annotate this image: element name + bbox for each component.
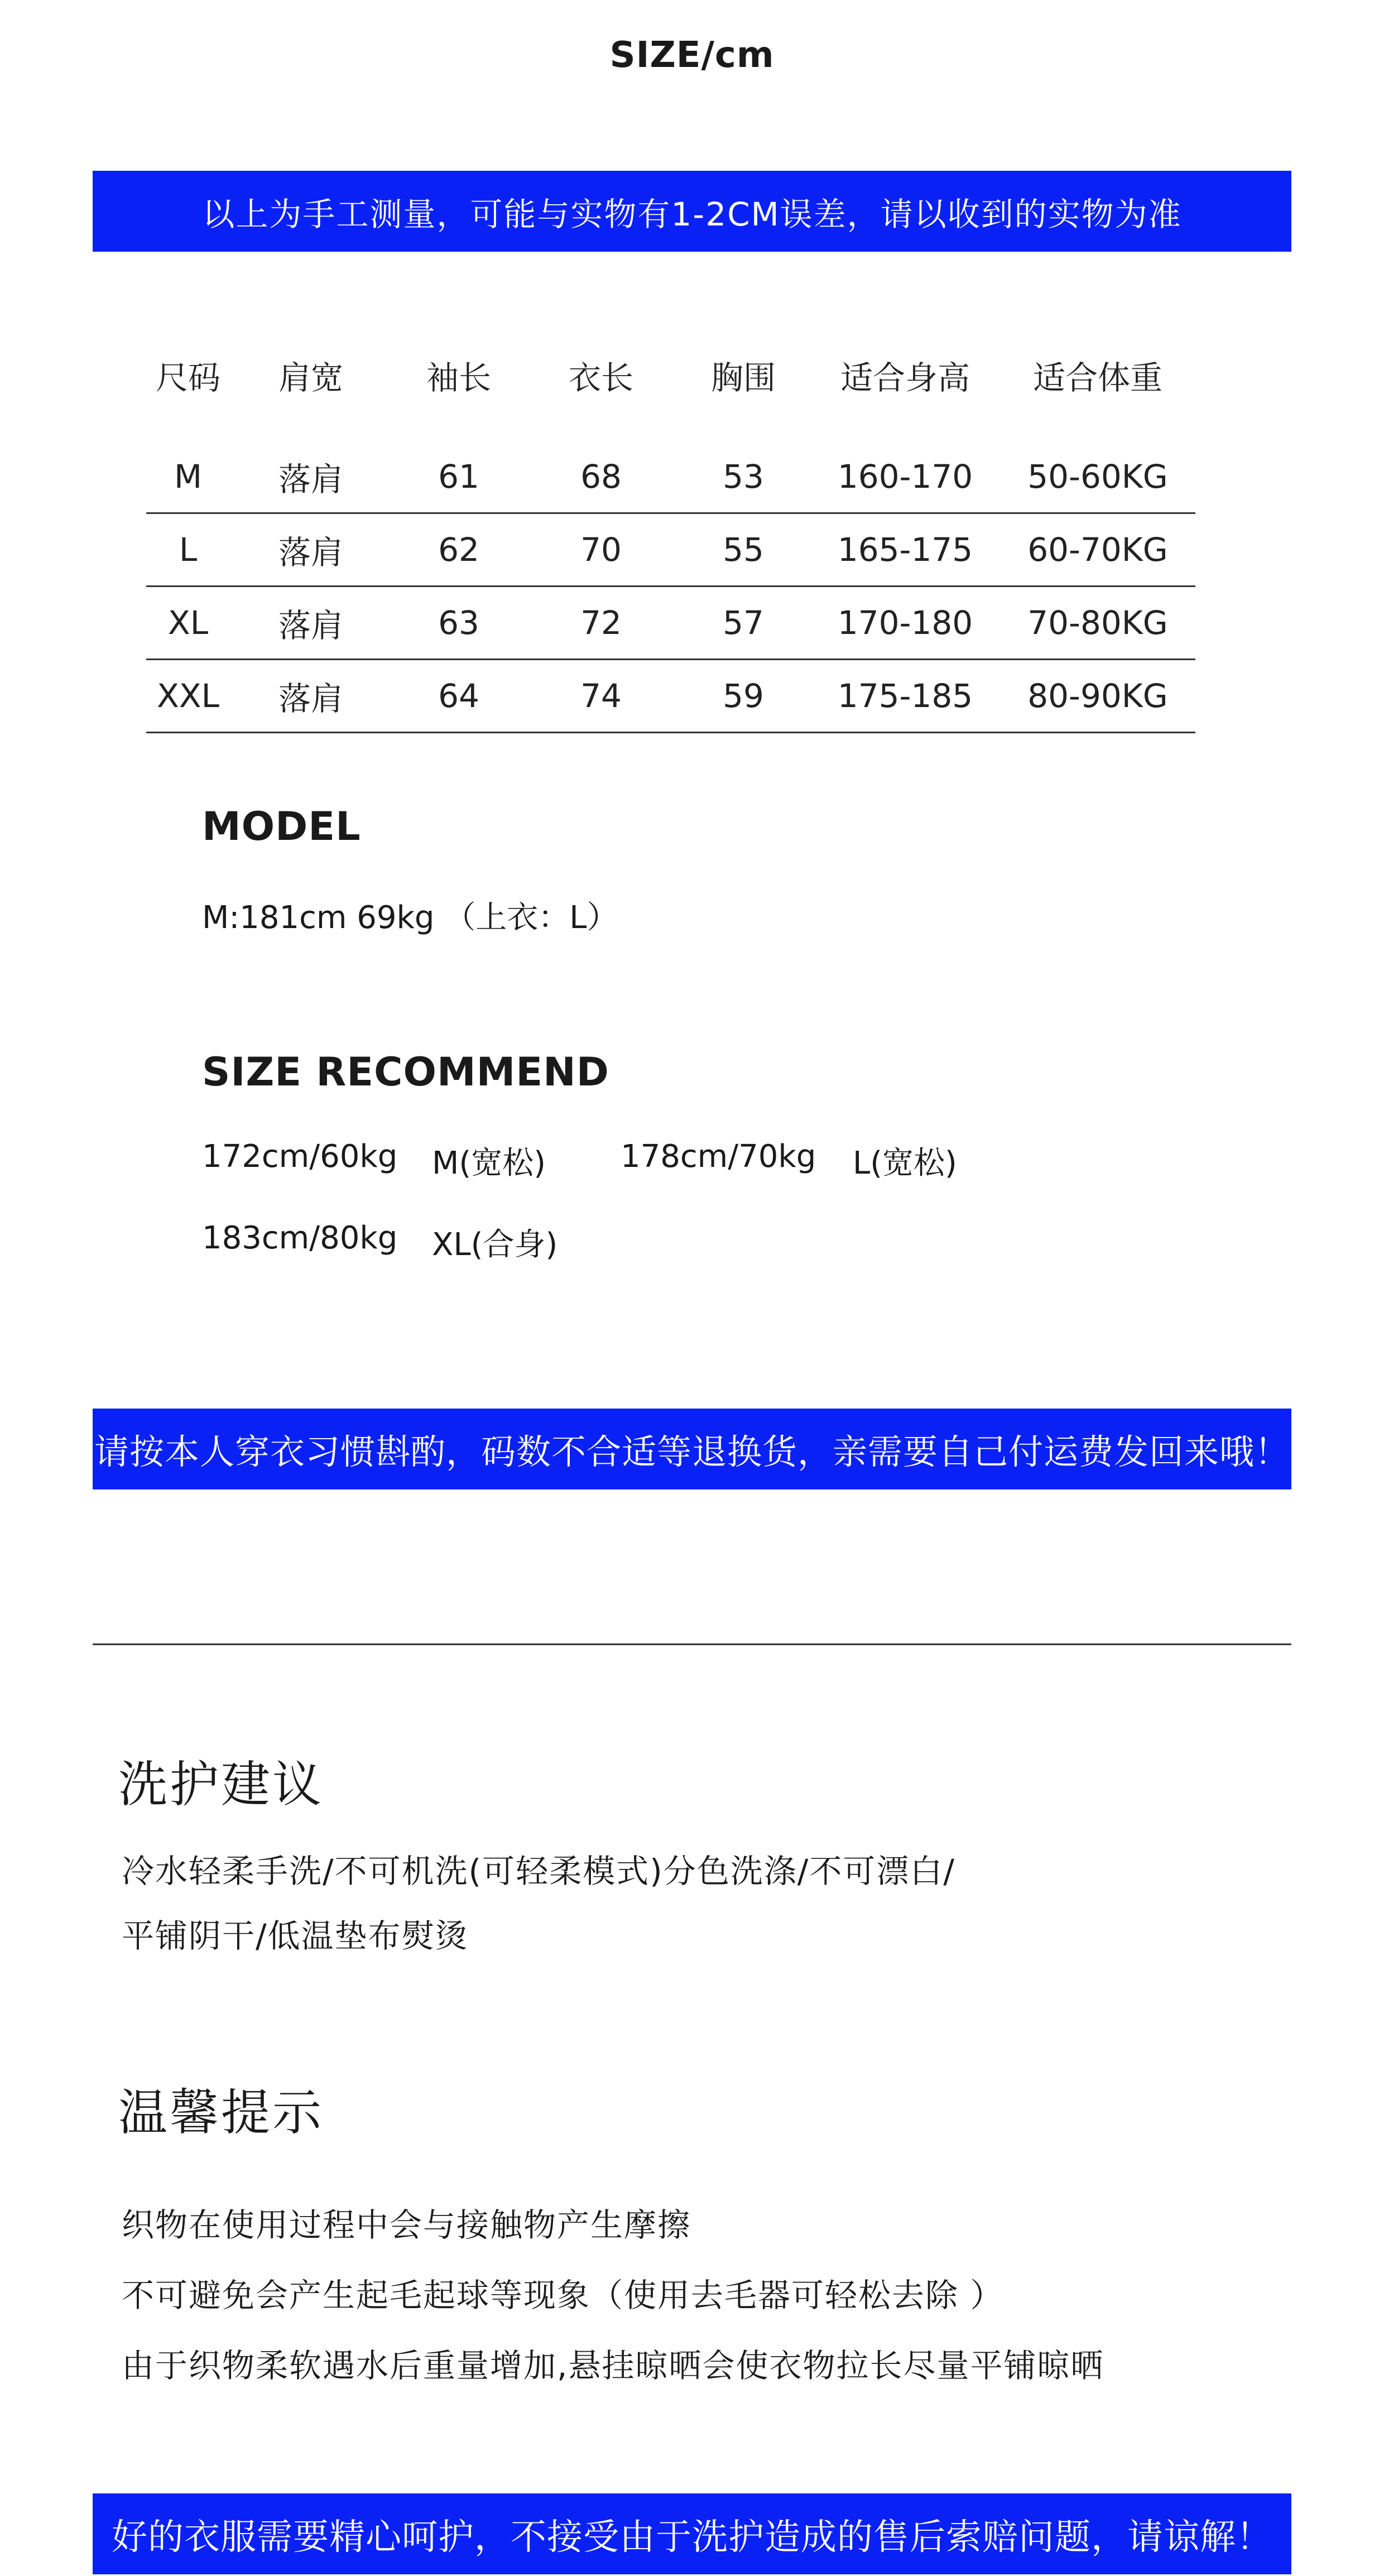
header-shoulder: 肩宽: [278, 359, 343, 397]
table-cell: 68: [526, 441, 676, 513]
table-cell: 落肩: [230, 587, 392, 660]
table-cell: 落肩: [230, 441, 392, 513]
table-cell: XXL: [146, 660, 230, 733]
header-sleeve: 袖长: [426, 359, 491, 397]
table-cell: 59: [676, 660, 810, 733]
recommend-body: 183cm/80kg: [202, 1220, 398, 1256]
header-length: 衣长: [568, 359, 633, 397]
size-table: [146, 335, 1195, 733]
table-row: [146, 513, 1195, 587]
size-table-header-row: [146, 335, 1195, 441]
table-row: [146, 587, 1195, 660]
header-height: 适合身高: [840, 359, 970, 397]
header-weight: 适合体重: [1032, 359, 1162, 397]
care-line: 平铺阴干/低温垫布熨烫: [122, 1917, 469, 1955]
table-cell: 80-90KG: [1000, 660, 1195, 733]
measurement-notice-banner: [93, 171, 1291, 252]
table-cell: 70-80KG: [1000, 587, 1195, 660]
table-cell: 60-70KG: [1000, 513, 1195, 587]
table-cell: 175-185: [810, 660, 1000, 733]
table-cell: 落肩: [230, 660, 392, 733]
table-cell: 165-175: [810, 513, 1000, 587]
table-row: [146, 441, 1195, 513]
recommend-size: XL(合身): [432, 1227, 558, 1263]
model-heading: MODEL: [202, 804, 361, 849]
care-warning-banner: [93, 2493, 1291, 2574]
measurement-notice-text: 以上为手工测量，可能与实物有1-2CM误差，请以收到的实物为准: [202, 195, 1182, 233]
recommend-size: L(宽松): [853, 1145, 957, 1181]
table-cell: 55: [676, 513, 810, 587]
table-row: [146, 660, 1195, 733]
care-heading: 洗护建议: [118, 1756, 324, 1813]
page-title: SIZE/cm: [609, 35, 775, 76]
table-cell: 62: [392, 513, 526, 587]
care-warning-text: 好的衣服需要精心呵护，不接受由于洗护造成的售后索赔问题，请谅解！: [112, 2516, 1272, 2558]
tips-heading: 温馨提示: [118, 2084, 324, 2141]
table-cell: 64: [392, 660, 526, 733]
header-chest: 胸围: [710, 359, 776, 397]
care-line: 冷水轻柔手洗/不可机洗(可轻柔模式)分色洗涤/不可漂白/: [122, 1852, 955, 1890]
table-cell: 170-180: [810, 587, 1000, 660]
table-cell: 落肩: [230, 513, 392, 587]
table-cell: 72: [526, 587, 676, 660]
recommend-body: 178cm/70kg: [621, 1138, 816, 1175]
header-size: 尺码: [155, 359, 220, 397]
tips-line: 由于织物柔软遇水后重量增加,悬挂晾晒会使衣物拉长尽量平铺晾晒: [122, 2347, 1104, 2385]
tips-line: 不可避免会产生起毛起球等现象（使用去毛器可轻松去除 ）: [122, 2276, 1004, 2314]
table-cell: 53: [676, 441, 810, 513]
section-divider: [93, 1643, 1291, 1645]
table-cell: 160-170: [810, 441, 1000, 513]
table-cell: 70: [526, 513, 676, 587]
table-cell: 57: [676, 587, 810, 660]
table-cell: 61: [392, 441, 526, 513]
table-cell: XL: [146, 587, 230, 660]
exchange-notice-banner: [93, 1409, 1291, 1489]
table-cell: 74: [526, 660, 676, 733]
tips-line: 织物在使用过程中会与接触物产生摩擦: [122, 2206, 691, 2244]
exchange-notice-text: 请按本人穿衣习惯斟酌，码数不合适等退换货，亲需要自己付运费发回来哦！: [94, 1431, 1290, 1472]
recommend-size: M(宽松): [432, 1145, 546, 1181]
table-cell: 63: [392, 587, 526, 660]
recommend-body: 172cm/60kg: [202, 1138, 398, 1175]
table-cell: 50-60KG: [1000, 441, 1195, 513]
size-recommend-heading: SIZE RECOMMEND: [202, 1049, 609, 1095]
table-cell: L: [146, 513, 230, 587]
table-cell: M: [146, 441, 230, 513]
model-info: M:181cm 69kg （上衣：L）: [202, 900, 618, 936]
